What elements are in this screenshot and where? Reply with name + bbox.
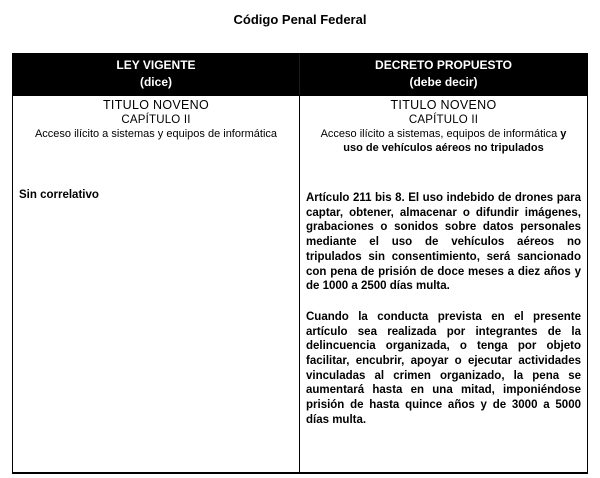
header-sublabel-dice: (dice) bbox=[139, 75, 172, 89]
header-label-ley-vigente: LEY VIGENTE bbox=[116, 58, 196, 72]
right-description-bold-part: y uso de vehículos aéreos no tripulados bbox=[343, 128, 567, 154]
table-header-row bbox=[13, 54, 587, 96]
header-label-decreto-propuesto: DECRETO PROPUESTO bbox=[375, 58, 512, 72]
right-heading-block bbox=[306, 98, 581, 155]
header-cell-decreto-propuesto bbox=[300, 54, 587, 95]
table-body-row bbox=[13, 96, 587, 472]
right-description-regular-part: Acceso ilícito a sistemas, equipos de informática bbox=[320, 128, 561, 140]
header-sublabel-debe-decir: (debe decir) bbox=[409, 75, 478, 89]
articulo-211-bis-8-paragraph: Artículo 211 bis 8. El uso indebido de drones para captar, obtener, almacenar o difundir imágenes, grabaciones o sonidos sobre datos personales mediante el uso de vehículos aéreos no tripulados sin consentimiento, será sancionado con pena de prisión de doce meses a diez años y de 1000 a 2500 días multa. bbox=[306, 192, 581, 293]
right-titulo-noveno: TITULO NOVENO bbox=[390, 98, 497, 112]
left-heading-block bbox=[19, 98, 293, 141]
document-title: Código Penal Federal bbox=[233, 12, 367, 27]
left-capitulo-ii: CAPÍTULO II bbox=[121, 114, 191, 126]
comparison-table bbox=[12, 53, 588, 474]
header-cell-ley-vigente bbox=[13, 54, 300, 95]
agravante-paragraph: Cuando la conducta prevista en el presente artículo sea realizada por integrantes de la delincuencia organizada, o tenga por objeto facilitar, encubrir, apoyar o ejecutar actividades vinculadas al crimen organizado, la pena se aumentará hasta en una mitad, imponiéndose prisión de hasta quince años y de 3000 a 5000 días multa. bbox=[306, 310, 581, 426]
right-chapter-description bbox=[318, 127, 570, 155]
cell-decreto-propuesto bbox=[300, 96, 587, 472]
left-chapter-description: Acceso ilícito a sistemas y equipos de informática bbox=[34, 128, 278, 140]
left-titulo-noveno: TITULO NOVENO bbox=[103, 98, 209, 112]
cell-ley-vigente bbox=[13, 96, 300, 472]
right-capitulo-ii: CAPÍTULO II bbox=[408, 114, 479, 126]
sin-correlativo-text: Sin correlativo bbox=[19, 189, 99, 201]
